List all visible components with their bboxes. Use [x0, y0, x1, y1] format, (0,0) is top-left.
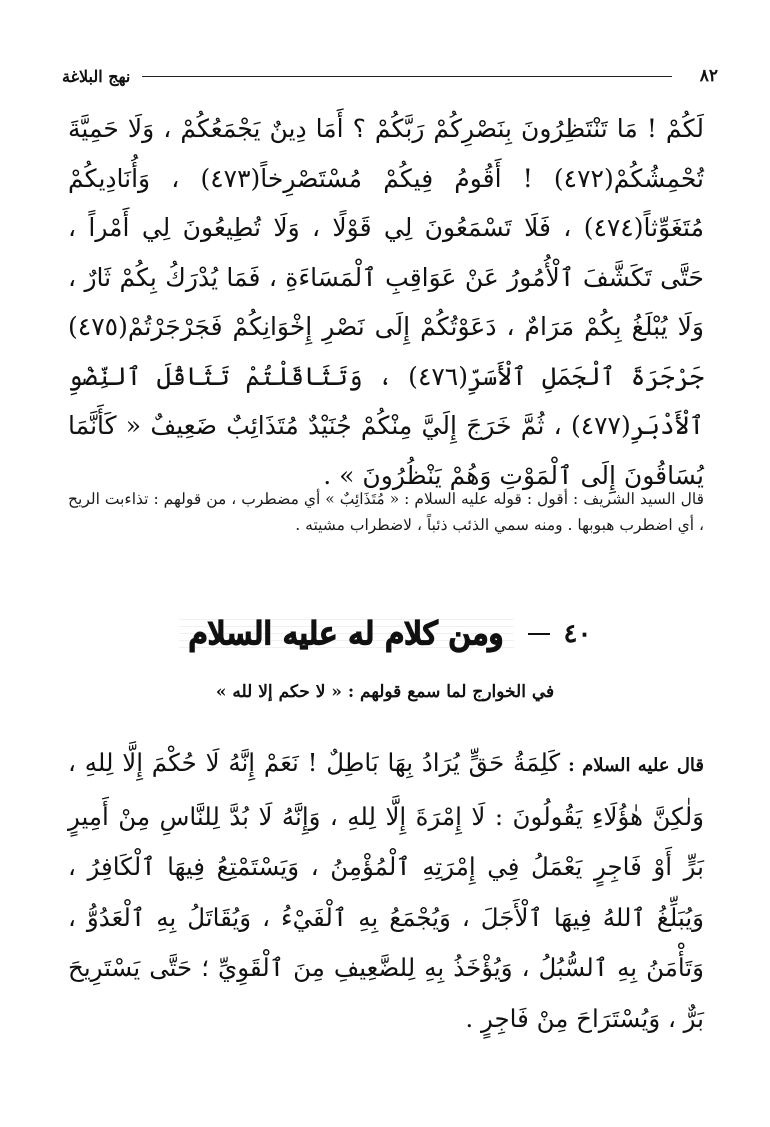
section-number: ٤٠	[563, 619, 592, 649]
section-dash	[528, 633, 550, 635]
section-subtitle: في الخوارج لما سمع قولهم : « لا حكم إلا لله »	[215, 682, 555, 702]
page-number: ٨٢	[699, 66, 718, 86]
running-header	[62, 62, 718, 90]
header-rule	[142, 76, 672, 77]
saying-text: كَلِمَةُ حَقٍّ يُرَادُ بِهَا بَاطِلٌ ! نَعَمْ إِنَّهُ لَا حُكْمَ إِلَّا لِلهِ ، وَلٰكِنَّ هٰؤُلَاءِ يَقُولُونَ : لَا إِمْرَةَ إِلَّا لِلهِ ، وَإِنَّهُ لَا بُدَّ لِلنَّاسِ مِنْ أَمِيرٍ بَرٍّ أَوْ فَاجِرٍ يَعْمَلُ فِي إِمْرَتِهِ ٱلْمُؤْمِنُ ، وَيَسْتَمْتِعُ فِيهَا ٱلْكَافِرُ ، وَيُبَلِّغُ ٱللهُ فِيهَا ٱلْأَجَلَ ، وَيُجْمَعُ بِهِ ٱلْفَيْءُ ، وَيُقَاتَلُ بِهِ ٱلْعَدُوُّ ، وَتَأْمَنُ بِهِ ٱلسُّبُلُ ، وَيُؤْخَذُ بِهِ لِلضَّعِيفِ مِنَ ٱلْقَوِيِّ ؛ حَتَّى يَسْتَرِيحَ بَرٌّ ، وَيُسْتَرَاحَ مِنْ فَاجِرٍ .	[68, 748, 704, 1033]
saying-passage	[68, 738, 704, 1044]
section-title: ومن كلام له عليه السلام	[179, 614, 514, 654]
commentary-note: قال السيد الشريف : أقول : قوله عليه السلام : « مُتَذَائِبٌ » أي مضطرب ، من قولهم : تذاءبت الريح ، أي اضطرب هبوبها . ومنه سمي الذئب ذئباً ، لاضطراب مشيته .	[68, 490, 704, 534]
main-passage: لَكُمْ ! مَا تَنْتَظِرُونَ بِنَصْرِكُمْ رَبَّكُمْ ؟ أَمَا دِينٌ يَجْمَعُكُمْ ، وَلَا حَمِيَّةَ تُحْمِشُكُمْ(٤٧٢) ! أَقُومُ فِيكُمْ مُسْتَصْرِخاً(٤٧٣) ، وَأُنَادِيكُمْ مُتَغَوِّثاً(٤٧٤) ، فَلَا تَسْمَعُونَ لِي قَوْلًا ، وَلَا تُطِيعُونَ لِي أَمْراً ، حَتَّى تَكَشَّفَ ٱلْأُمُورُ عَنْ عَوَاقِبِ ٱلْمَسَاءَةِ ، فَمَا يُدْرَكُ بِكُمْ ثَارٌ ، وَلَا يُبْلَغُ بِكُمْ مَرَامٌ ، دَعَوْتُكُمْ إِلَى نَصْرِ إِخْوَانِكُمْ فَجَرْجَرْتُمْ(٤٧٥) جَرْجَرَةَ ٱلْجَمَلِ ٱلْأَسَرِّ(٤٧٦) ، وَتَثَاقَلْتُمْ تَثَاقُلَ ٱلنِّضْوِ ٱلْأَدْبَرِ(٤٧٧) ، ثُمَّ خَرَجَ إِلَيَّ مِنْكُمْ جُنَيْدٌ مُتَذَائِبٌ ضَعِيفٌ « كَأَنَّمَا يُسَاقُونَ إِلَى ٱلْمَوْتِ وَهُمْ يَنْظُرُونَ » .	[68, 114, 704, 490]
speaker-label: قال عليه السلام :	[568, 755, 704, 776]
running-book-title: نهج البلاغة	[62, 66, 131, 86]
section-heading	[0, 606, 770, 662]
